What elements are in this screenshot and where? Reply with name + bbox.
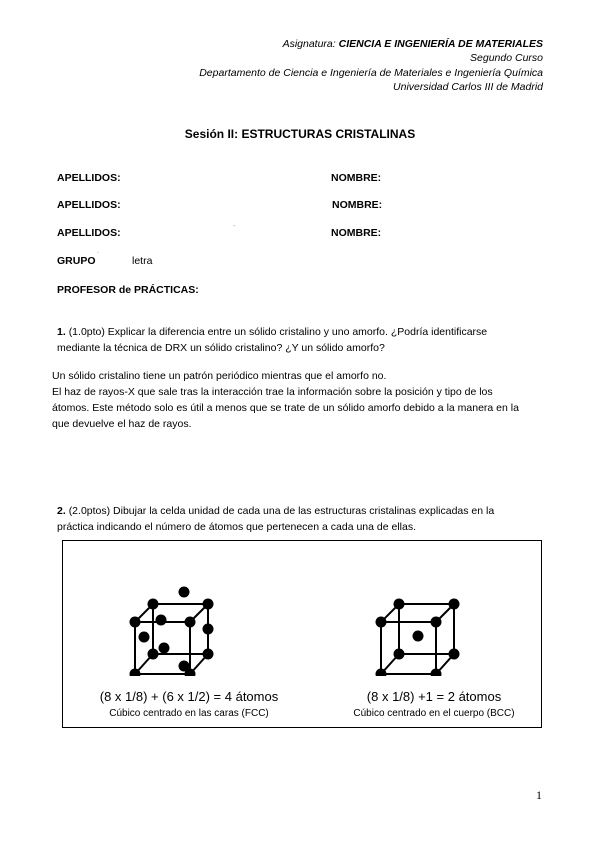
question-1 xyxy=(57,324,541,356)
nombre-label-2: NOMBRE: xyxy=(332,199,383,211)
fcc-face-atom xyxy=(139,632,150,643)
answer-1-line-3: átomos. Este método solo es útil a menos que se trate de un sólido amorfo debido a la manera en la xyxy=(52,402,519,414)
bcc-corner-atom xyxy=(376,617,387,628)
fcc-face-atom xyxy=(179,661,190,672)
bcc-corner-atom xyxy=(431,617,442,628)
fcc-corner-atom xyxy=(185,617,196,628)
answer-1-line-4: que devuelve el haz de rayos. xyxy=(52,418,192,430)
university-line: Universidad Carlos III de Madrid xyxy=(393,81,543,93)
course-line: Segundo Curso xyxy=(470,52,543,64)
fcc-corner-atom xyxy=(148,649,159,660)
profesor-label: PROFESOR de PRÁCTICAS: xyxy=(57,284,199,296)
nombre-label-3: NOMBRE: xyxy=(331,227,382,239)
question-2-number: 2. xyxy=(57,505,66,517)
fcc-face-atom xyxy=(156,615,167,626)
bcc-corner-atom xyxy=(449,649,460,660)
fcc-unit-cell-diagram xyxy=(123,554,243,676)
grupo-label: GRUPO xyxy=(57,255,96,267)
fcc-corner-atom xyxy=(148,599,159,610)
subject-line xyxy=(283,37,543,51)
answer-1 xyxy=(52,368,547,432)
bcc-body-center-atom xyxy=(413,631,424,642)
figure-box xyxy=(62,540,542,728)
nombre-label-1: NOMBRE: xyxy=(331,172,382,184)
bcc-corner-atom xyxy=(394,649,405,660)
bcc-corner-atom xyxy=(449,599,460,610)
fcc-corner-atom xyxy=(203,649,214,660)
bcc-formula: (8 x 1/8) +1 = 2 átomos xyxy=(366,689,502,704)
stray-mark: - xyxy=(233,221,236,230)
subject-name: CIENCIA E INGENIERÍA DE MATERIALES xyxy=(338,38,543,50)
answer-1-line-2: El haz de rayos-X que sale tras la interacción trae la información sobre la posición y tipo de los xyxy=(52,386,493,398)
fcc-corner-atom xyxy=(130,617,141,628)
fcc-corner-atom xyxy=(203,599,214,610)
bcc-corner-atom xyxy=(394,599,405,610)
question-2 xyxy=(57,503,541,535)
page-number: 1 xyxy=(536,788,542,802)
question-1-number: 1. xyxy=(57,326,66,338)
subject-label: Asignatura: xyxy=(282,38,336,50)
answer-1-line-1: Un sólido cristalino tiene un patrón periódico mientras que el amorfo no. xyxy=(52,370,387,382)
question-2-line-2: práctica indicando el número de átomos que pertenecen a cada una de ellas. xyxy=(57,521,416,533)
question-2-line-1: 2. (2.0ptos) Dibujar la celda unidad de cada una de las estructuras cristalinas explicadas en la xyxy=(57,505,495,517)
letra-label: letra xyxy=(132,255,153,267)
fcc-face-atom xyxy=(179,587,190,598)
apellidos-label-1: APELLIDOS: xyxy=(57,172,121,184)
fcc-formula: (8 x 1/8) + (6 x 1/2) = 4 átomos xyxy=(99,689,279,704)
apellidos-label-3: APELLIDOS: xyxy=(57,227,121,239)
fcc-caption: Cúbico centrado en las caras (FCC) xyxy=(109,708,269,719)
apellidos-label-2: APELLIDOS: xyxy=(57,199,121,211)
question-1-line-2: mediante la técnica de DRX un sólido cristalino? ¿Y un sólido amorfo? xyxy=(57,342,385,354)
stray-tick: ´ xyxy=(97,251,100,260)
fcc-face-atom xyxy=(159,643,170,654)
fcc-face-atom xyxy=(203,624,214,635)
bcc-caption: Cúbico centrado en el cuerpo (BCC) xyxy=(353,708,515,719)
page-title: Sesión II: ESTRUCTURAS CRISTALINAS xyxy=(184,127,416,141)
question-1-line-1: 1. (1.0pto) Explicar la diferencia entre un sólido cristalino y uno amorfo. ¿Podría identificarse xyxy=(57,326,488,338)
department-line: Departamento de Ciencia e Ingeniería de Materiales e Ingeniería Química xyxy=(199,67,543,79)
bcc-unit-cell-diagram xyxy=(369,554,499,676)
